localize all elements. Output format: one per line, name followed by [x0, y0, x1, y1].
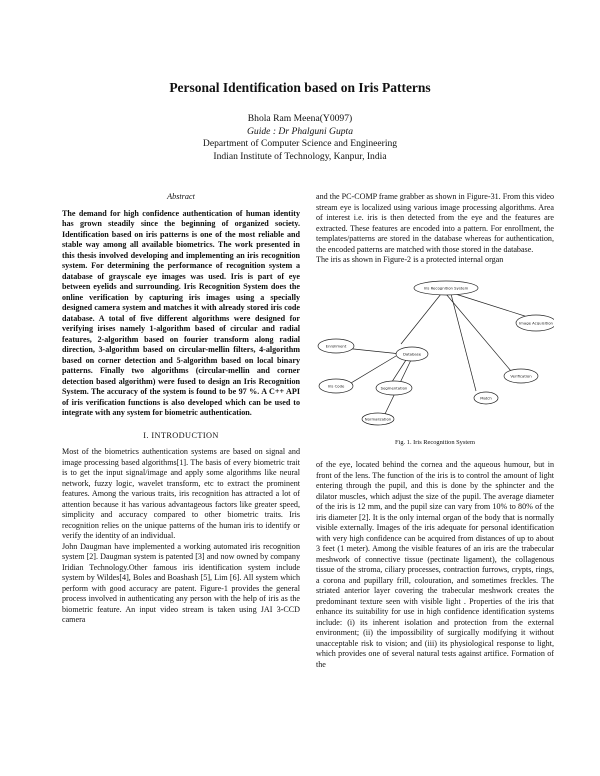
- diagram-label: Enrollment: [325, 343, 347, 348]
- diagram-edge: [401, 294, 441, 344]
- diagram-label: Iris Recognition System: [423, 285, 469, 290]
- diagram-label: Verification: [510, 373, 532, 378]
- guide-name: Guide : Dr Phalguni Gupta: [246, 125, 354, 137]
- section-heading-introduction: I. INTRODUCTION: [143, 430, 219, 440]
- diagram-label: Iris Code: [327, 383, 345, 388]
- diagram-label: Segmentation: [380, 385, 408, 390]
- diagram-label: Database: [402, 351, 422, 356]
- department: Department of Computer Science and Engineering: [202, 138, 398, 150]
- right-paragraph-1: and the PC-COMP frame grabber as shown in Figure-31. From this video stream eye is localized using various image processing algorithms. Area of interest i.e. iris is then detected from the eye and the features are extracted. These features are encoded into a pattern. For enrollment, the templates/patterns are stored in the database whereas for authentication, the encoded patterns are matched with those stored in the database.: [316, 192, 554, 254]
- right-paragraph-2: The iris as shown in Figure-2 is a protected internal organ: [316, 255, 504, 264]
- diagram-label: Match: [480, 395, 492, 400]
- figure-caption: Fig. 1. Iris Recognition System: [395, 438, 475, 446]
- paper-title: Personal Identification based on Iris Patterns: [169, 80, 431, 95]
- diagram-edge: [446, 294, 511, 371]
- diagram-edge: [451, 294, 476, 391]
- abstract-heading: Abstract: [167, 192, 195, 201]
- diagram-edge: [446, 291, 531, 318]
- right-column: [316, 192, 554, 670]
- abstract-body: The demand for high confidence authentication of human identity has grown steadily since the beginning of organized society. Identification based on iris patterns is one of the most reliable and stable way among all available biometrics. The work presented in this thesis involved developing and implementing an iris recognition system. For determining the performance of recognition system a database of grayscale eye images was used. Iris is part of eye between eyelids and surrounding. Iris Recognition System does the online verification by capturing iris images using a specially designed camera system and matches it with already stored iris code database. A total of five different algorithms were designed for verifying irises namely 1-algorithm based of circular and radial features, 2-algorithm based on fourier transform along radial direction, 3-algorithm based on circular-mellin filters, 4-algorithm based on corner detection and 5-algorithm based on local binary patterns. Finally two algorithms (circular-mellin and corner detection based algorithm) were fused to design an Iris Recognition System. The accuracy of the system is found to be 97 %. A C++ API of iris verification functions is also developed which can be used to integrate with any system for biometric authentication.: [62, 208, 300, 417]
- diagram-label: Image Acquisition: [519, 320, 553, 325]
- author-name: Bhola Ram Meena(Y0097): [247, 113, 353, 124]
- left-column: [62, 192, 300, 626]
- institute: Indian Institute of Technology, Kanpur, India: [213, 150, 387, 162]
- author-block: [0, 113, 600, 163]
- intro-paragraph-1: Most of the biometrics authentication systems are based on signal and image processing based algorithms[1]. The basis of every biometric trait is to get the input signal/image and apply some algorithms like neural network, fuzzy logic, wavelet transform, etc to extract the prominent features. Among the various traits, iris recognition has attracted a lot of attention because it has various advantageous factors like greater speed, simplicity and accuracy compared to other biometric traits. Iris recognition relies on the unique patterns of the human iris to identify or verify the identity of an individual.: [62, 447, 300, 540]
- intro-paragraph-2: John Daugman have implemented a working automated iris recognition system [2]. Daugman system is patented [3] and now owned by company Iridian Technology.Other famous iris identification system include system by Wildes[4], Boles and Boashash [5], Lim [6]. All system which perform with good accuracy are patent. Figure-1 provides the general process involved in authenticating any person with the help of iris as the biometric feature. An input video stream is taken using JAI 3-CCD camera: [62, 541, 300, 624]
- diagram-label: Normalization: [364, 416, 392, 421]
- right-paragraph-3: of the eye, located behind the cornea and the aqueous humour, but in front of the lens. The function of the iris is to control the amount of light entering through the pupil, and this is done by the sphincter and the dilator muscles, which adjust the size of the pupil. The average diameter of the iris is 12 mm, and the pupil size can vary from 10% to 80% of the iris diameter [2]. It is the only internal organ of the body that is normally visible externally. Images of the iris adequate for personal identification with very high confidence can be acquired from distances of up to about 3 feet (1 meter). Among the visible features of an iris are the trabecular meshwork of connective tissue (pectinate ligament), the collagenous tissue of the stroma, ciliary processes, contraction furrows, crypts, rings, a corona and pupillary frill, colouration, and sometimes freckles. The striated anterior layer covering the trabecular meshwork creates the predominant texture seen with visible light . Properties of the iris that enhance its suitability for use in high confidence identification systems include: (i) its inherent isolation and protection from the external environment; (ii) the impossibility of surgically modifying it without unacceptable risk to vision; and (iii) its physiological response to light, which provides one of several natural tests against artifice. Formation of the: [316, 460, 554, 669]
- figure-diagram: [316, 276, 554, 436]
- figure-iris-recognition-system: [316, 276, 554, 436]
